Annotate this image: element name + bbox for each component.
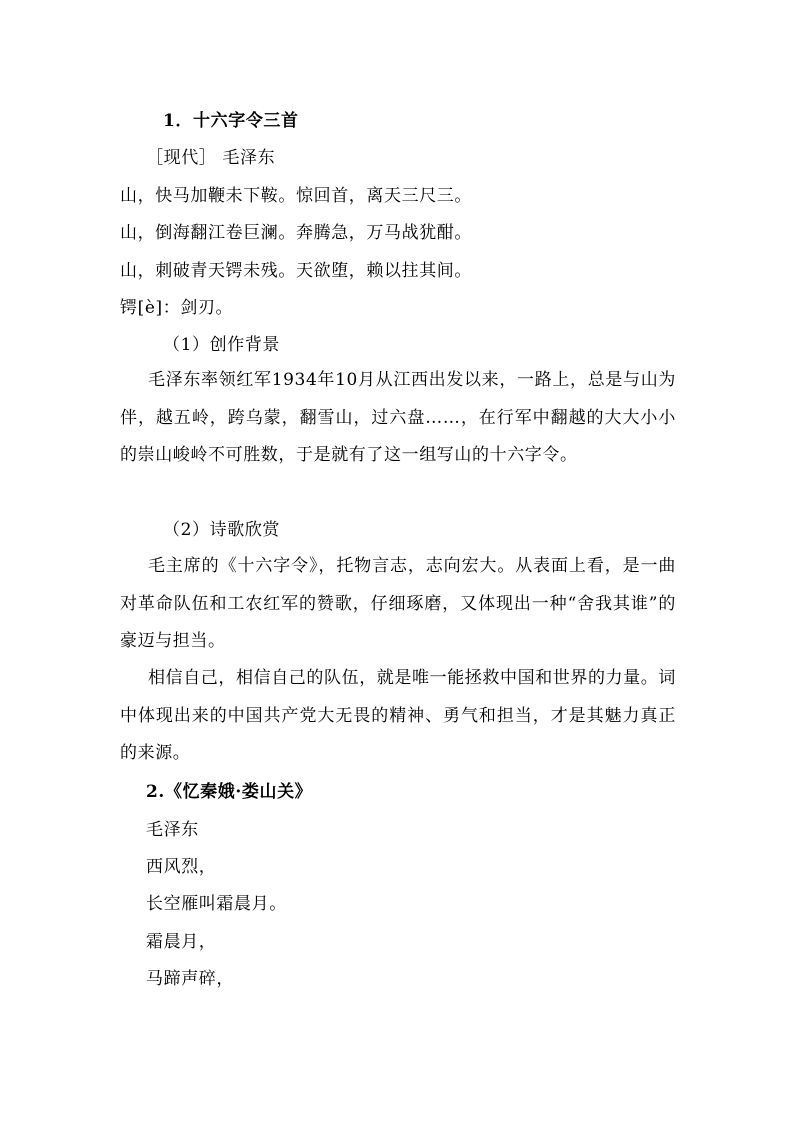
poem-line-3: 山，刺破青天锷未残。天欲堕，赖以拄其间。 <box>120 261 472 281</box>
poem2-line-3: 霜晨月， <box>146 932 217 952</box>
background-paragraph: 毛泽东率领红军1934年10月从江西出发以来，一路上，总是与山为伴，越五岭，跨乌蒙，翻雪山，过六盘……，在行军中翻越的大大小小的崇山峻岭不可胜数，于是就有了这一组写山的十六字令。 <box>120 370 676 466</box>
background-heading: （1）创作背景 <box>163 335 281 355</box>
footnote: 锷[è]：剑刃。 <box>120 298 234 318</box>
poem2-line-2: 长空雁叫霜晨月。 <box>146 894 287 914</box>
section2-author: 毛泽东 <box>146 820 199 840</box>
appreciation-paragraph-2: 相信自己，相信自己的队伍，就是唯一能拯救中国和世界的力量。词中体现出来的中国共产党大无畏的精神、勇气和担当，才是其魅力真正的来源。 <box>120 668 676 764</box>
section1-title: 1．十六字令三首 <box>163 111 299 131</box>
appreciation-paragraph-1: 毛主席的《十六字令》，托物言志，志向宏大。从表面上看，是一曲对革命队伍和工农红军的赞歌，仔细琢磨，又体现出一种“舍我其谁”的豪迈与担当。 <box>120 556 676 652</box>
poem2-line-1: 西风烈， <box>146 857 217 877</box>
poem-line-1: 山，快马加鞭未下鞍。惊回首，离天三尺三。 <box>120 186 472 206</box>
poem-line-2: 山，倒海翻江卷巨澜。奔腾急，万马战犹酣。 <box>120 223 472 243</box>
appreciation-heading: （2）诗歌欣赏 <box>163 520 281 540</box>
poem2-line-4: 马蹄声碎， <box>146 969 234 989</box>
section2-title: 2.《忆秦娥·娄山关》 <box>146 782 313 802</box>
section1-author-line: ［现代］ 毛泽东 <box>146 148 276 168</box>
